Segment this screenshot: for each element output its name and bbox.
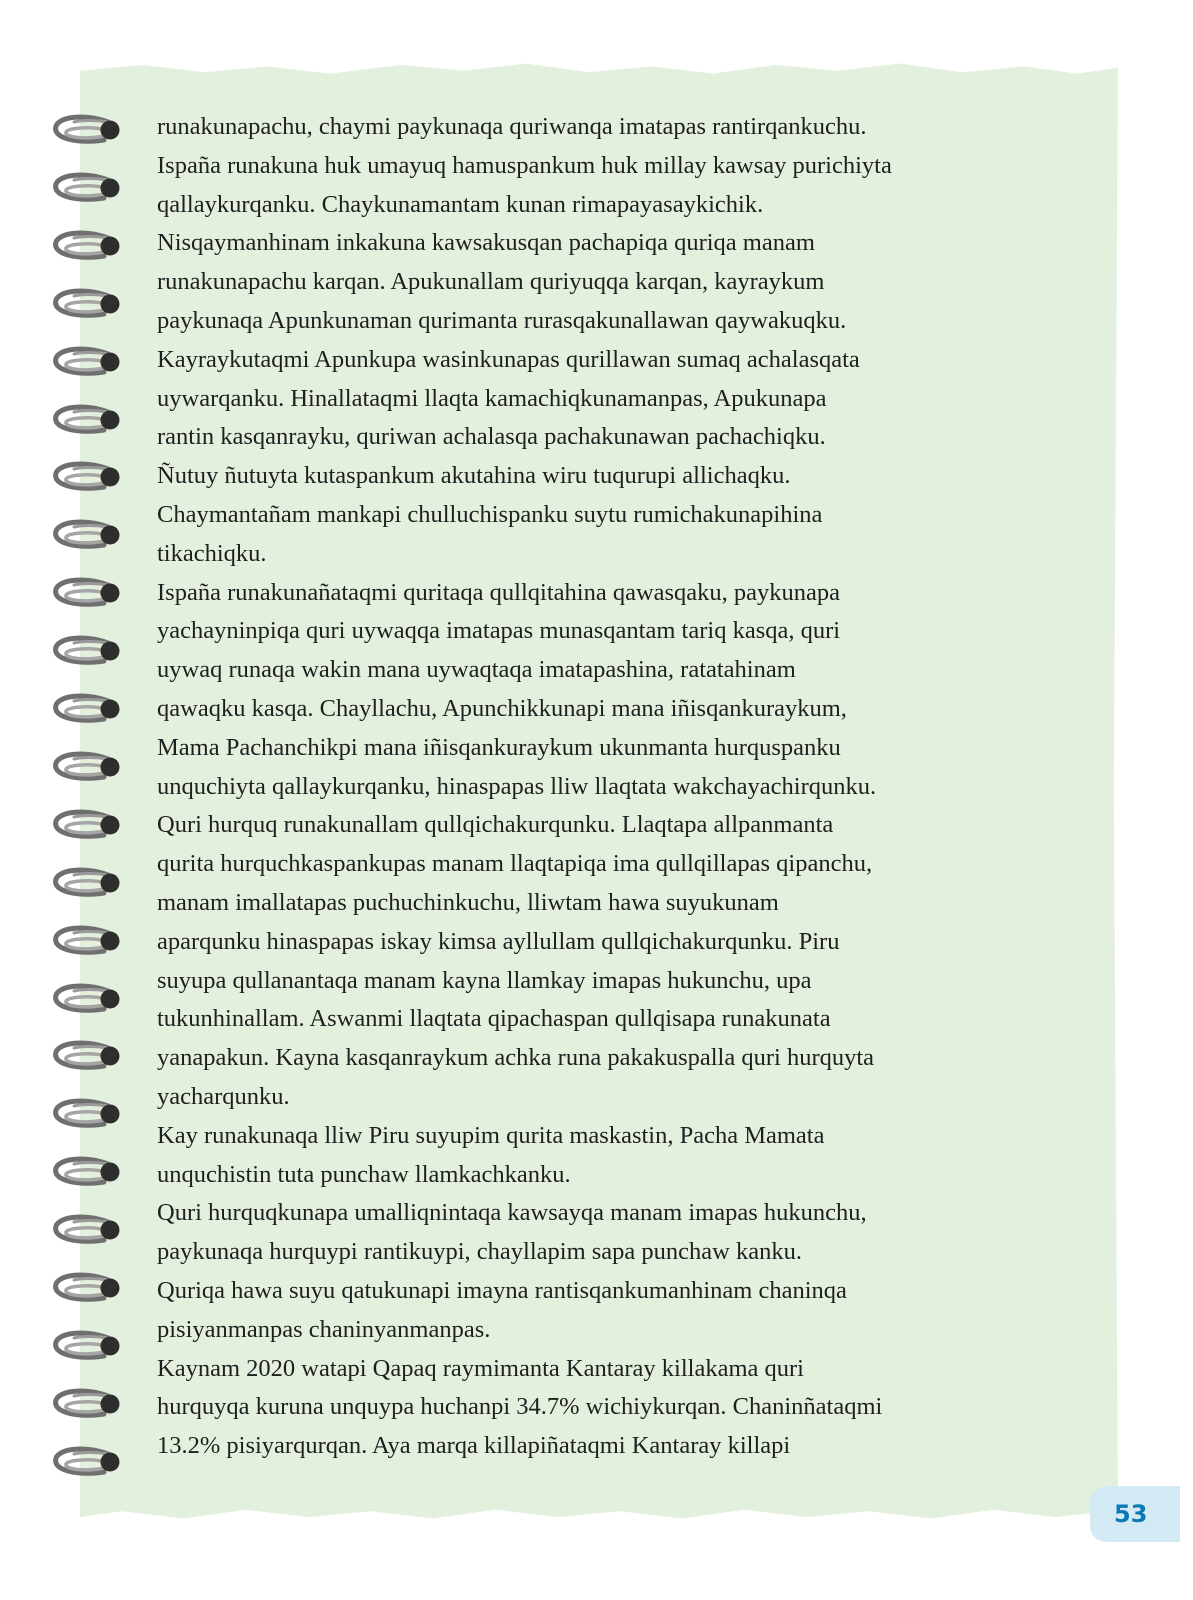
- text-line: Quri hurquqkunapa umalliqnintaqa kawsayqa manam imapas hukunchu,: [157, 1199, 867, 1227]
- spiral-ring-icon: [46, 921, 126, 965]
- text-line: tikachiqku.: [157, 539, 267, 567]
- spiral-ring-icon: [46, 1210, 126, 1254]
- text-line: paykunaqa hurquypi rantikuypi, chayllapim sapa punchaw kanku.: [157, 1238, 802, 1266]
- text-line: Ispaña runakuna huk umayuq hamuspankum huk millay kawsay purichiyta: [157, 151, 892, 179]
- spiral-ring-icon: [46, 1326, 126, 1370]
- text-line: Nisqaymanhinam inkakuna kawsakusqan pachapiqa quriqa manam: [157, 229, 815, 257]
- page-number: 53: [1090, 1486, 1180, 1542]
- spiral-ring-icon: [46, 1384, 126, 1428]
- spiral-ring-icon: [46, 1442, 126, 1486]
- text-line: Kaynam 2020 watapi Qapaq raymimanta Kantaray killakama quri: [157, 1354, 804, 1382]
- text-line: uywarqanku. Hinallataqmi llaqta kamachiqkunamanpas, Apukunapa: [157, 384, 827, 412]
- text-line: qallaykurqanku. Chaykunamantam kunan rimapayasaykichik.: [157, 190, 764, 218]
- spiral-ring-icon: [46, 747, 126, 791]
- spiral-ring-icon: [46, 573, 126, 617]
- spiral-ring-icon: [46, 515, 126, 559]
- text-line: suyupa qullanantaqa manam kayna llamkay imapas hukunchu, upa: [157, 966, 812, 994]
- text-line: unquchiyta qallaykurqanku, hinaspapas lliw llaqtata wakchayachirqunku.: [157, 772, 877, 800]
- text-line: paykunaqa Apunkunaman qurimanta rurasqakunallawan qaywakuqku.: [157, 306, 847, 334]
- spiral-ring-icon: [46, 805, 126, 849]
- spiral-ring-icon: [46, 631, 126, 675]
- text-line: qawaqku kasqa. Chayllachu, Apunchikkunapi mana iñisqankuraykum,: [157, 694, 847, 722]
- text-line: runakunapachu, chaymi paykunaqa quriwanqa imatapas rantirqankuchu.: [157, 113, 867, 140]
- text-line: unquchistin tuta punchaw llamkachkanku.: [157, 1160, 571, 1188]
- text-line: uywaq runaqa wakin mana uywaqtaqa imatapashina, ratatahinam: [157, 656, 796, 684]
- text-line: qurita hurquchkaspankupas manam llaqtapiqa ima qullqillapas qipanchu,: [157, 850, 873, 878]
- spiral-ring-icon: [46, 1268, 126, 1312]
- text-line: Kay runakunaqa lliw Piru suyupim qurita maskastin, Pacha Mamata: [157, 1121, 825, 1149]
- spiral-ring-icon: [46, 863, 126, 907]
- text-line: Ñutuy ñutuyta kutaspankum akutahina wiru tuqurupi allichaqku.: [157, 462, 791, 490]
- text-line: Quriqa hawa suyu qatukunapi imayna rantisqankumanhinam chaninqa: [157, 1276, 847, 1304]
- spiral-ring-icon: [46, 168, 126, 212]
- text-line: hurquyqa kuruna unquypa huchanpi 34.7% wichiykurqan. Chaninñataqmi: [157, 1393, 883, 1421]
- text-line: 13.2% pisiyarqurqan. Aya marqa killapiñataqmi Kantaray killapi: [157, 1432, 791, 1460]
- text-line: Ispaña runakunañataqmi quritaqa qullqitahina qawasqaku, paykunapa: [157, 578, 841, 606]
- spiral-binding: [46, 110, 136, 1470]
- text-line: Kayraykutaqmi Apunkupa wasinkunapas qurillawan sumaq achalasqata: [157, 345, 860, 373]
- text-line: yanapakun. Kayna kasqanraykum achka runa pakakuspalla quri hurquyta: [157, 1044, 875, 1072]
- spiral-ring-icon: [46, 979, 126, 1023]
- body-text: [157, 108, 1057, 1466]
- spiral-ring-icon: [46, 1036, 126, 1080]
- spiral-ring-icon: [46, 1152, 126, 1196]
- text-line: yachayninpiqa quri uywaqqa imatapas munasqantam tariq kasqa, quri: [157, 617, 841, 645]
- text-line: tukunhinallam. Aswanmi llaqtata qipachaspan qullqisapa runakunata: [157, 1005, 831, 1033]
- spiral-ring-icon: [46, 284, 126, 328]
- spiral-ring-icon: [46, 689, 126, 733]
- spiral-ring-icon: [46, 342, 126, 386]
- text-line: Chaymantañam mankapi chulluchispanku suytu rumichakunapihina: [157, 500, 823, 528]
- spiral-ring-icon: [46, 457, 126, 501]
- spiral-ring-icon: [46, 226, 126, 270]
- text-line: Quri hurquq runakunallam qullqichakurqunku. Llaqtapa allpanmanta: [157, 811, 834, 839]
- text-line: runakunapachu karqan. Apukunallam quriyuqqa karqan, kayraykum: [157, 268, 825, 296]
- spiral-ring-icon: [46, 400, 126, 444]
- spiral-ring-icon: [46, 1094, 126, 1138]
- text-line: pisiyanmanpas chaninyanmanpas.: [157, 1315, 491, 1343]
- text-line: rantin kasqanrayku, quriwan achalasqa pachakunawan pachachiqku.: [157, 423, 826, 451]
- text-line: yacharqunku.: [157, 1082, 290, 1110]
- spiral-ring-icon: [46, 110, 126, 154]
- text-line: aparqunku hinaspapas iskay kimsa ayllullam qullqichakurqunku. Piru: [157, 927, 840, 955]
- text-line: manam imallatapas puchuchinkuchu, lliwtam hawa suyukunam: [157, 888, 779, 916]
- text-line: Mama Pachanchikpi mana iñisqankuraykum ukunmanta hurquspanku: [157, 733, 841, 761]
